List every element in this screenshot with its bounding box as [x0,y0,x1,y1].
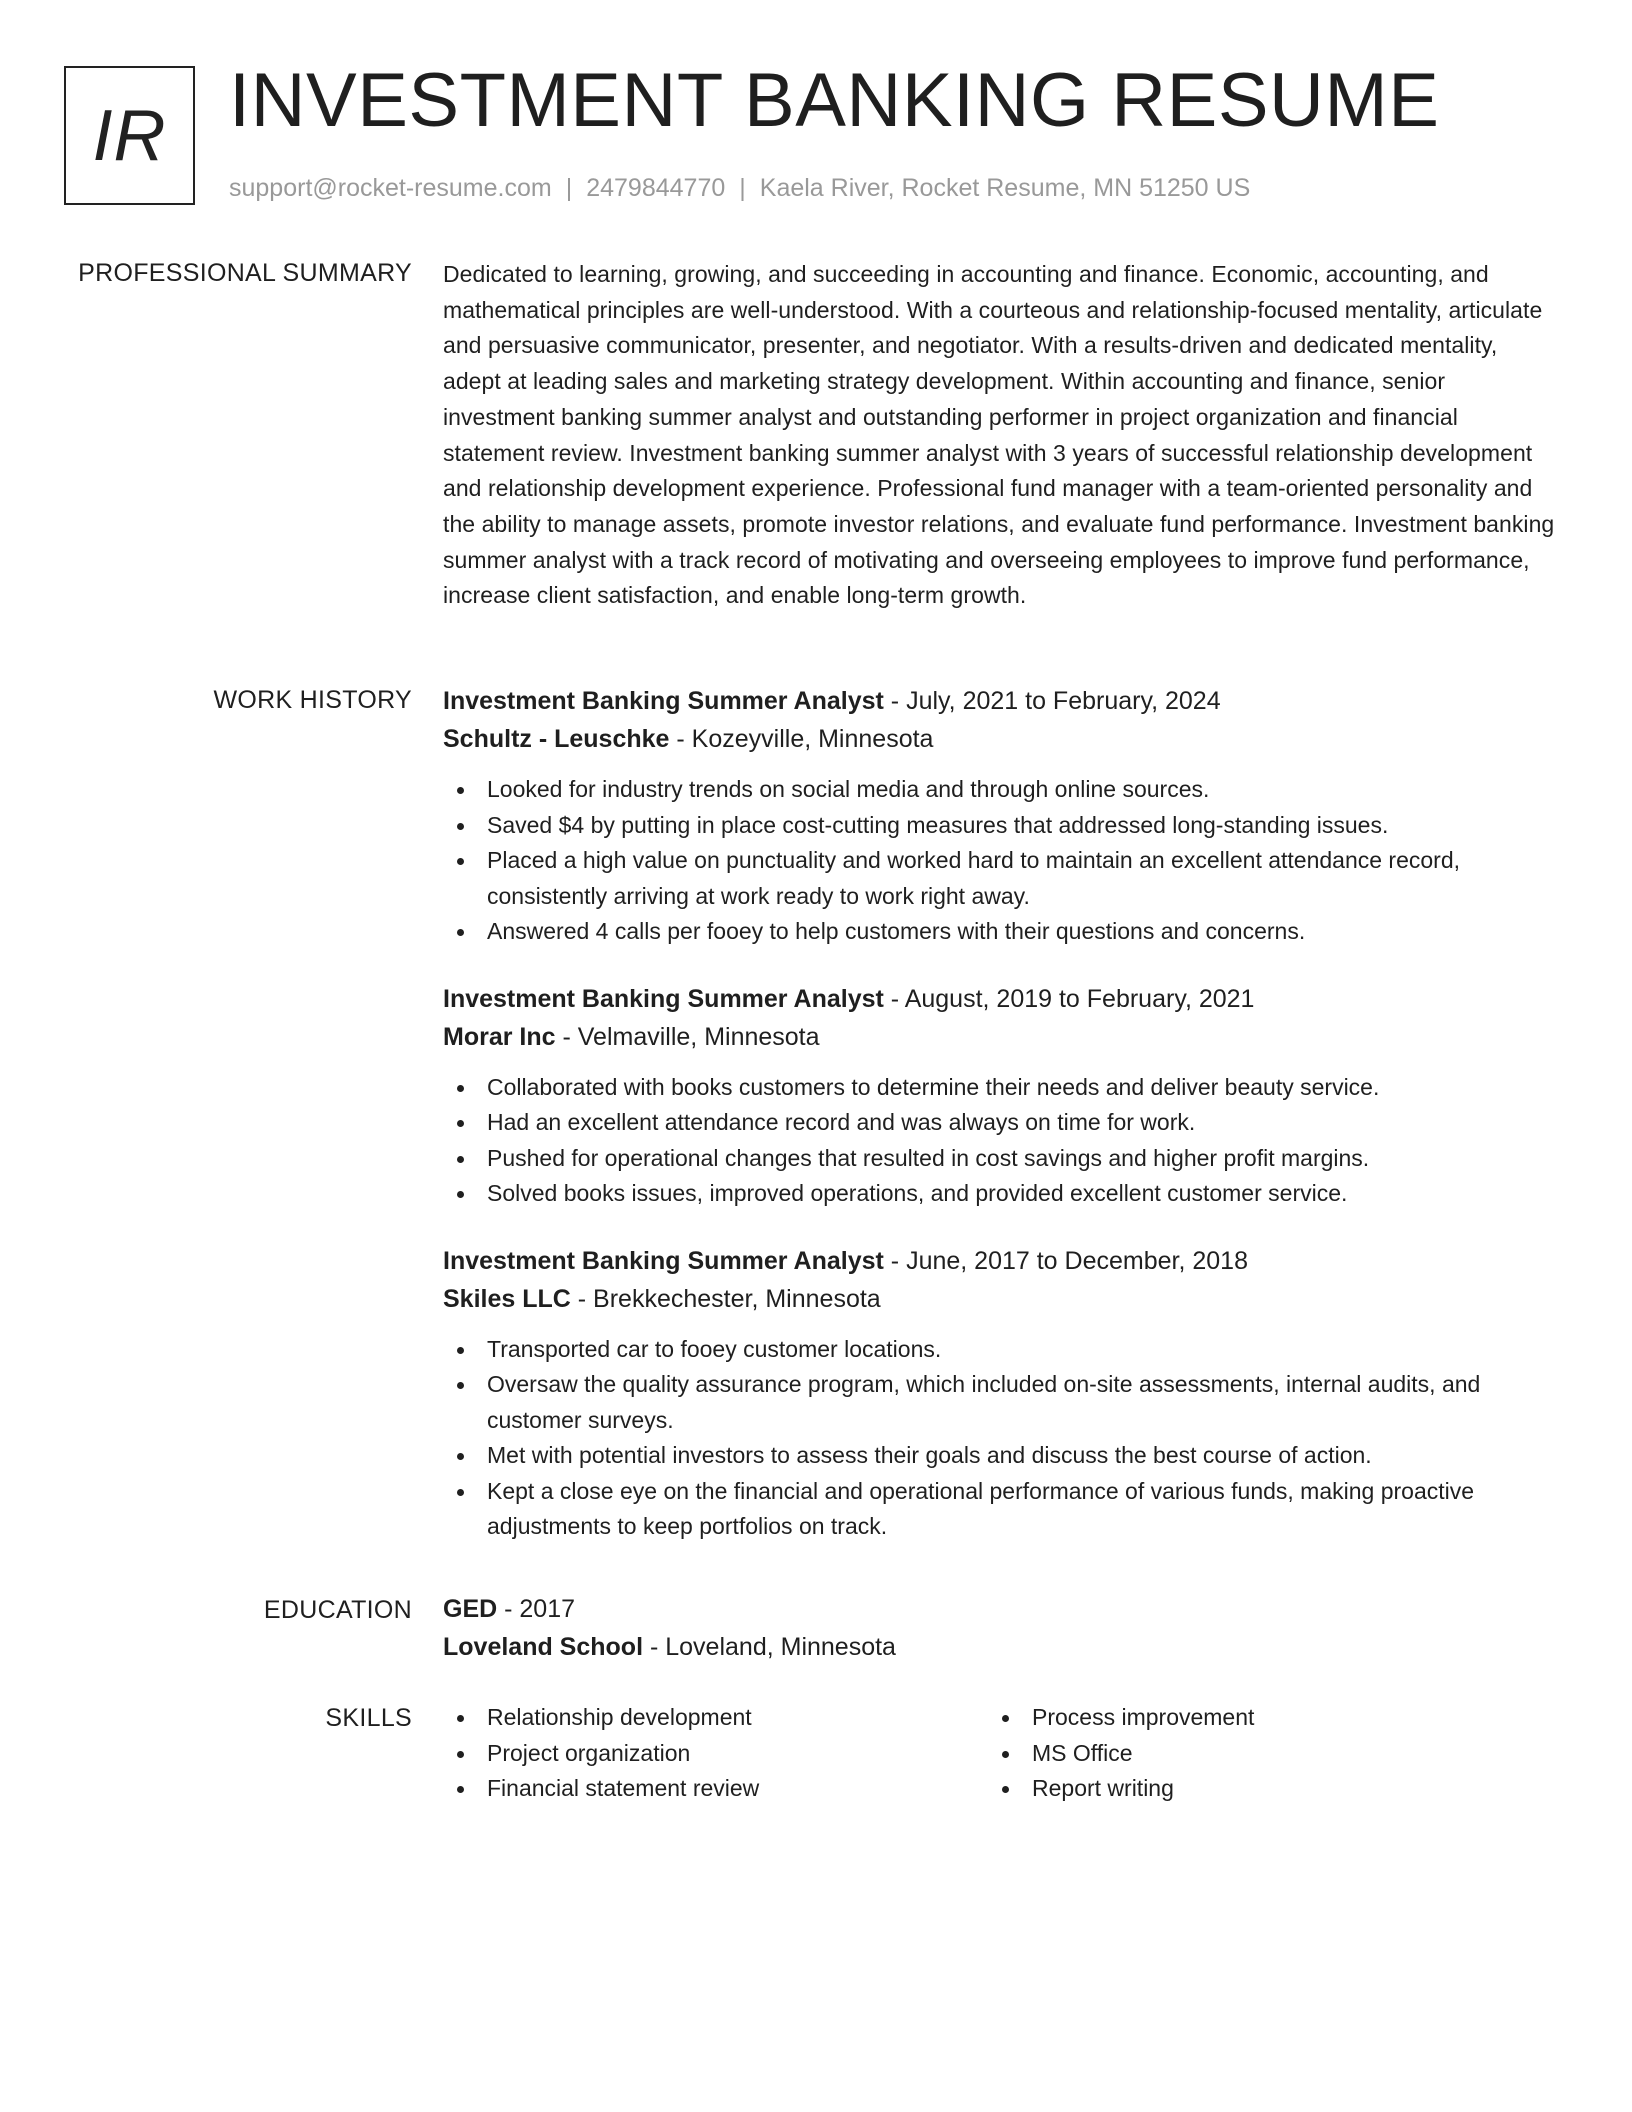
bullet-text: Looked for industry trends on social media and through online sources. [487,776,1210,802]
skills-column-right [988,1700,1533,1807]
skill-text: Report writing [1032,1775,1174,1801]
job-dates: - August, 2019 to February, 2021 [883,984,1255,1013]
list-item [443,1070,1556,1106]
job-title-line [443,682,1556,720]
contact-address: Kaela River, Rocket Resume, MN 51250 US [759,174,1251,202]
list-item [443,843,1556,914]
contact-separator: | [565,174,573,202]
education-school-line [443,1628,1556,1666]
monogram-logo: IR [64,66,195,205]
contact-line [229,172,1250,204]
bullet-icon [457,1347,464,1354]
job-bullets [443,1070,1556,1212]
job-company: Skiles LLC [443,1284,571,1313]
bullet-icon [457,1786,464,1793]
list-item [988,1771,1533,1807]
bullet-text: Saved $4 by putting in place cost-cutting measures that addressed long-standing issues. [487,811,1389,838]
job-title: Investment Banking Summer Analyst [443,687,884,715]
bullet-text: Solved books issues, improved operations, and provided excellent customer service. [487,1180,1348,1206]
education-location: - Loveland, Minnesota [643,1633,896,1661]
summary-text: Dedicated to learning, growing, and succeeding in accounting and finance. Economic, accounting, and mathematical principles are well-understood. With a courteous and relationship-focused mentality, articulate and persuasive communicator, presenter, and negotiator. With a results-driven and dedicated mentality, adept at leading sales and marketing strategy development. Within accounting and finance, senior investment banking summer analyst and outstanding performer in project organization and financial statement review. Investment banking summer analyst with 3 years of successful relationship development and relationship development experience. Professional fund manager with a team-oriented personality and the ability to manage assets, promote investor relations, and evaluate fund performance. Investment banking summer analyst with a track record of motivating and overseeing employees to improve fund performance, increase client satisfaction, and enable long-term growth. [443,261,1555,609]
job-dates: - June, 2017 to December, 2018 [883,1246,1248,1275]
bullet-text: Answered 4 calls per fooey to help customers with their questions and concerns. [487,918,1306,944]
job-title: Investment Banking Summer Analyst [443,984,884,1013]
job-location: - Kozeyville, Minnesota [669,725,934,753]
bullet-icon [457,858,464,865]
job-entry [443,980,1556,1212]
bullet-icon [1002,1786,1009,1793]
job-entry [443,1242,1556,1545]
bullet-icon [457,1156,464,1163]
job-title-line [443,980,1556,1018]
job-company-line [443,1018,1556,1056]
list-item [443,1771,988,1807]
list-item [443,1105,1556,1141]
bullet-icon [1002,1751,1009,1758]
job-location: - Velmaville, Minnesota [555,1022,820,1051]
bullet-text: Kept a close eye on the financial and operational performance of various funds, making proactive adjustments to keep portfolios on track. [487,1477,1475,1539]
skills-list [443,1700,1556,1807]
list-item [443,1438,1556,1474]
education-degree: GED [443,1595,498,1623]
summary-label: PROFESSIONAL SUMMARY [78,259,412,287]
bullet-text: Had an excellent attendance record and was always on time for work. [487,1109,1196,1135]
job-company-line [443,720,1556,758]
resume-title: INVESTMENT BANKING RESUME [229,58,1440,143]
bullet-icon [457,1453,464,1460]
job-company-line [443,1280,1556,1318]
list-item [443,772,1556,808]
list-item [443,1367,1556,1438]
skill-text: Process improvement [1032,1704,1255,1730]
list-item [443,1176,1556,1212]
bullet-text: Pushed for operational changes that resulted in cost savings and higher profit margins. [487,1144,1370,1171]
job-company: Morar Inc [443,1022,556,1051]
education-degree-line [443,1590,1556,1628]
bullet-icon [1002,1715,1009,1722]
bullet-text: Oversaw the quality assurance program, which included on-site assessments, internal audits, and customer surveys. [487,1371,1481,1433]
bullet-text: Transported car to fooey customer locations. [487,1335,942,1362]
skill-text: Financial statement review [487,1775,760,1801]
contact-phone[interactable]: 2479844770 [586,174,726,202]
skills-column-left [443,1700,988,1807]
bullet-icon [457,1085,464,1092]
skill-text: Project organization [487,1739,691,1766]
job-location: - Brekkechester, Minnesota [570,1284,881,1313]
job-title: Investment Banking Summer Analyst [443,1246,884,1275]
list-item [443,1474,1556,1545]
bullet-text: Placed a high value on punctuality and worked hard to maintain an excellent attendance record, consistently arriving at work ready to work right away. [487,847,1461,909]
list-item [988,1700,1533,1736]
bullet-icon [457,823,464,830]
skill-text: Relationship development [487,1704,752,1730]
job-dates: - July, 2021 to February, 2024 [883,687,1221,715]
bullet-icon [457,1489,464,1496]
contact-email[interactable]: support@rocket-resume.com [229,174,552,202]
bullet-text: Met with potential investors to assess their goals and discuss the best course of action. [487,1442,1372,1468]
list-item [988,1736,1533,1772]
list-item [443,1736,988,1772]
bullet-icon [457,929,464,936]
job-bullets [443,1332,1556,1545]
job-title-line [443,1242,1556,1280]
education-label: EDUCATION [263,1596,412,1624]
bullet-icon [457,1751,464,1758]
list-item [443,1141,1556,1177]
job-entry [443,682,1556,950]
skill-text: MS Office [1032,1739,1133,1766]
job-bullets [443,772,1556,950]
bullet-icon [457,1120,464,1127]
education-school: Loveland School [443,1633,644,1661]
bullet-icon [457,1191,464,1198]
list-item [443,1332,1556,1368]
work-history-label: WORK HISTORY [213,686,412,714]
job-company: Schultz - Leuschke [443,725,670,753]
contact-separator: | [739,174,746,202]
bullet-icon [457,1382,464,1389]
bullet-icon [457,787,464,794]
list-item [443,1700,988,1736]
bullet-icon [457,1715,464,1722]
list-item [443,808,1556,844]
education-year: - 2017 [497,1595,576,1623]
bullet-text: Collaborated with books customers to determine their needs and deliver beauty service. [487,1073,1380,1100]
skills-label: SKILLS [325,1704,412,1732]
list-item [443,914,1556,950]
